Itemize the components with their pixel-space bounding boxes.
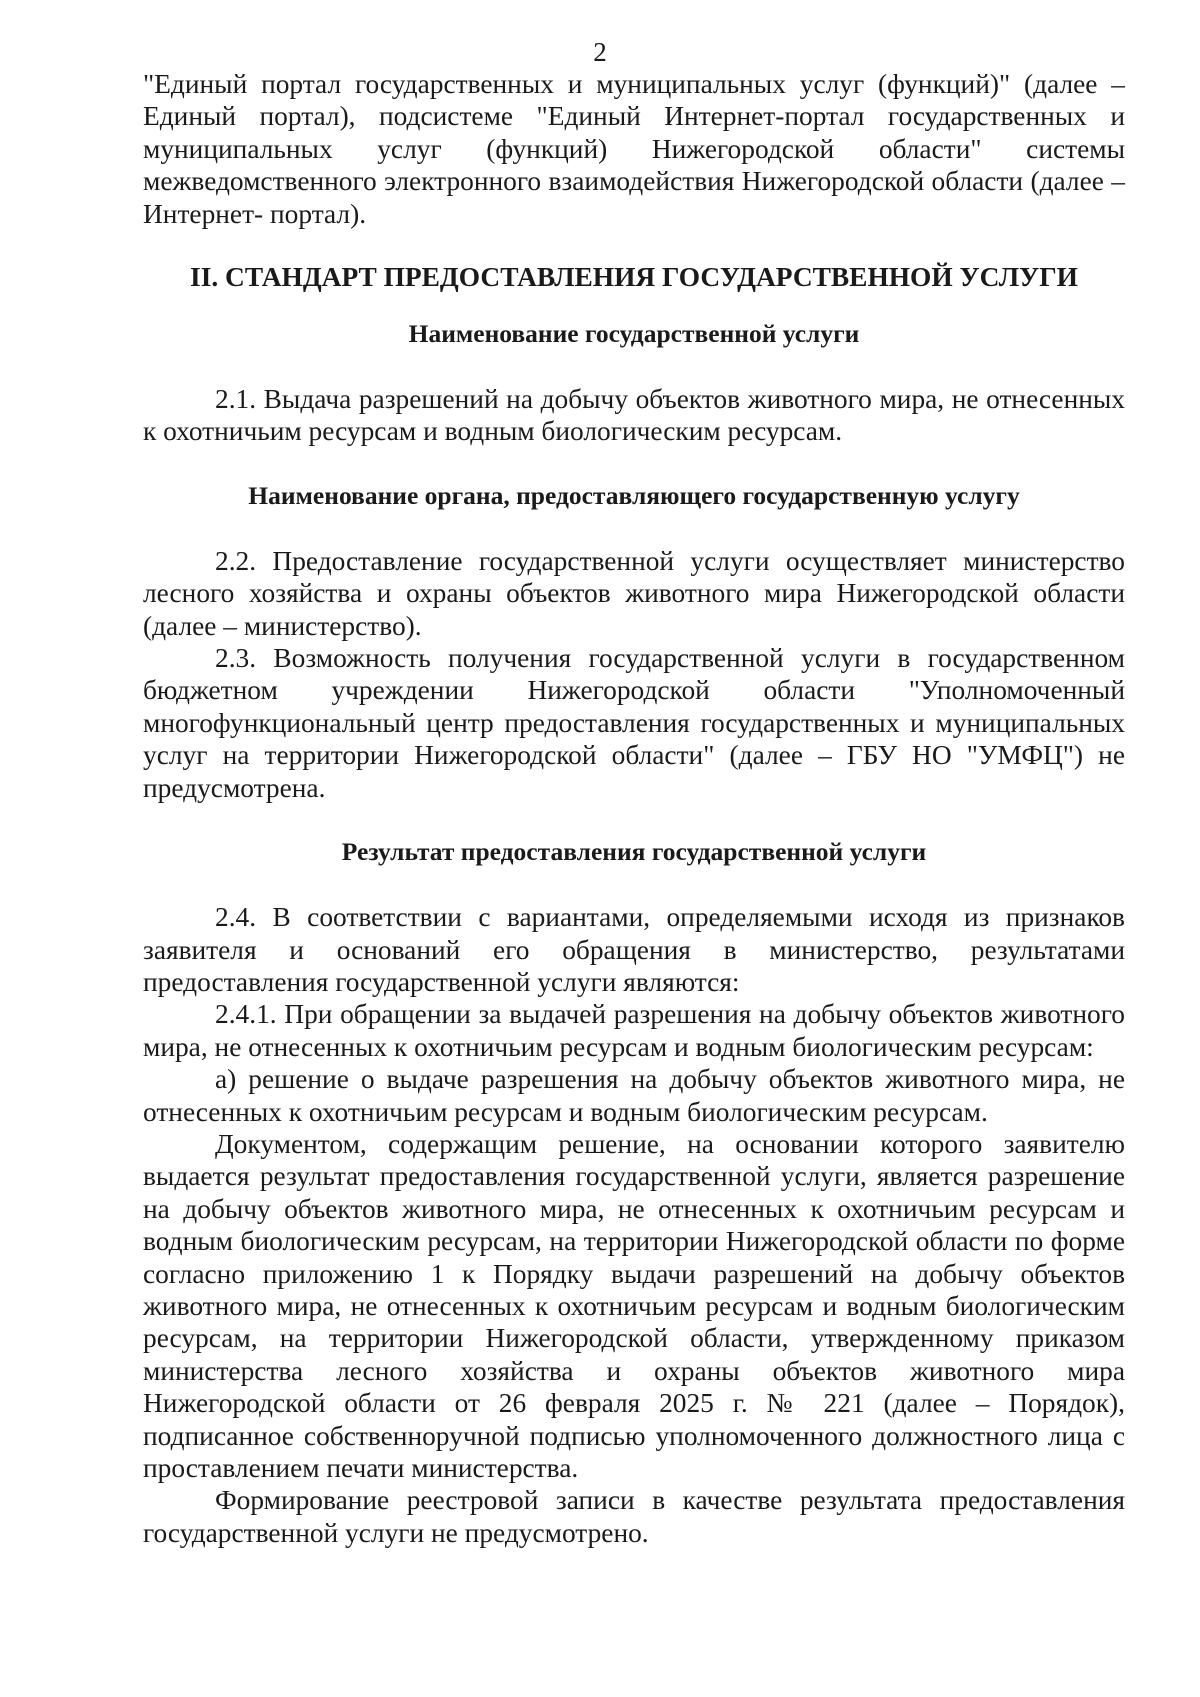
heading-authority: Наименование органа, предоставляющего государственную услугу	[248, 480, 1020, 510]
paragraph-2-1: 2.1. Выдача разрешений на добычу объектов животного мира, не отнесенных к охотничьим ресурсам и водным биологическим ресурсам.	[143, 384, 1125, 447]
paragraph-2-4-1: 2.4.1. При обращении за выдачей разрешения на добычу объектов животного мира, не отнесенных к охотничьим ресурсам и водным биологическим ресурсам:	[143, 999, 1125, 1062]
intro-paragraph: "Единый портал государственных и муниципальных услуг (функций)" (далее – Единый портал), подсистеме "Единый Интернет-портал государственных и муниципальных услуг (функций) Нижегородской области" системы межведомственного электронного взаимодействия Нижегородской области (далее – Интернет- портал).	[143, 69, 1125, 229]
section-title: II. СТАНДАРТ ПРЕДОСТАВЛЕНИЯ ГОСУДАРСТВЕННОЙ УСЛУГИ	[190, 262, 1078, 293]
paragraph-2-4: 2.4. В соответствии с вариантами, определяемыми исходя из признаков заявителя и оснований его обращения в министерство, результатами предоставления государственной услуги являются:	[143, 902, 1125, 997]
heading-service-name: Наименование государственной услуги	[408, 319, 860, 349]
paragraph-2-2: 2.2. Предоставление государственной услуги осуществляет министерство лесного хозяйства и охраны объектов животного мира Нижегородской области (далее – министерство).	[143, 545, 1125, 641]
heading-result: Результат предоставления государственной услуги	[341, 837, 927, 867]
paragraph-2-3: 2.3. Возможность получения государственной услуги в государственном бюджетном учреждении Нижегородской области "Уполномоченный многофункциональный центр предоставления государственных и муниципальных услуг на территории Нижегородской области" (далее – ГБУ НО "УМФЦ") не предусмотрена.	[143, 643, 1125, 803]
page-number: 2	[593, 37, 607, 67]
paragraph-a: а) решение о выдаче разрешения на добычу объектов животного мира, не отнесенных к охотничьим ресурсам и водным биологическим ресурсам.	[143, 1064, 1125, 1127]
paragraph-registry: Формирование реестровой записи в качестве результата предоставления государственной услуги не предусмотрено.	[143, 1485, 1125, 1548]
document-body	[143, 68, 1125, 1549]
paragraph-document: Документом, содержащим решение, на основании которого заявителю выдается результат предоставления государственной услуги, является разрешение на добычу объектов животного мира, не отнесенных к охотничьим ресурсам и водным биологическим ресурсам, на территории Нижегородской области по форме согласно приложению 1 к Порядку выдачи разрешений на добычу объектов животного мира, не отнесенных к охотничьим ресурсам и водным биологическим ресурсам, на территории Нижегородской области, утвержденному приказом министерства лесного хозяйства и охраны объектов животного мира Нижегородской области от 26 февраля 2025 г. № 221 (далее – Порядок), подписанное собственноручной подписью уполномоченного должностного лица с проставлением печати министерства.	[143, 1128, 1125, 1483]
